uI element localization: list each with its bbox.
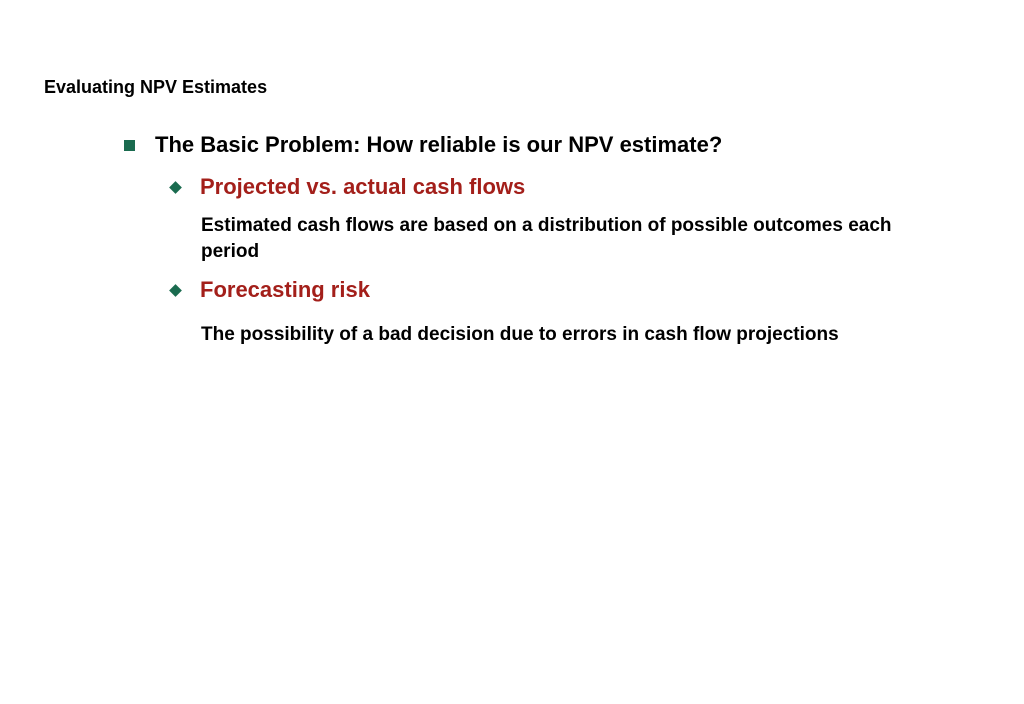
diamond-bullet-icon bbox=[169, 181, 182, 194]
sub-bullet-forecasting bbox=[169, 276, 370, 304]
slide-title: Evaluating NPV Estimates bbox=[44, 77, 268, 97]
square-bullet-icon bbox=[124, 140, 135, 151]
sub-bullet-detail: Estimated cash flows are based on a distribution of possible outcomes each period bbox=[201, 215, 892, 262]
sub-bullet-detail: The possibility of a bad decision due to errors in cash flow projections bbox=[201, 324, 839, 345]
diamond-bullet-icon bbox=[169, 284, 182, 297]
sub-bullet-heading: Forecasting risk bbox=[200, 277, 370, 302]
main-bullet bbox=[124, 131, 722, 159]
sub-bullet-projected bbox=[169, 173, 525, 201]
main-bullet-text: The Basic Problem: How reliable is our NPV estimate? bbox=[155, 132, 723, 157]
sub-bullet-heading: Projected vs. actual cash flows bbox=[200, 174, 526, 199]
